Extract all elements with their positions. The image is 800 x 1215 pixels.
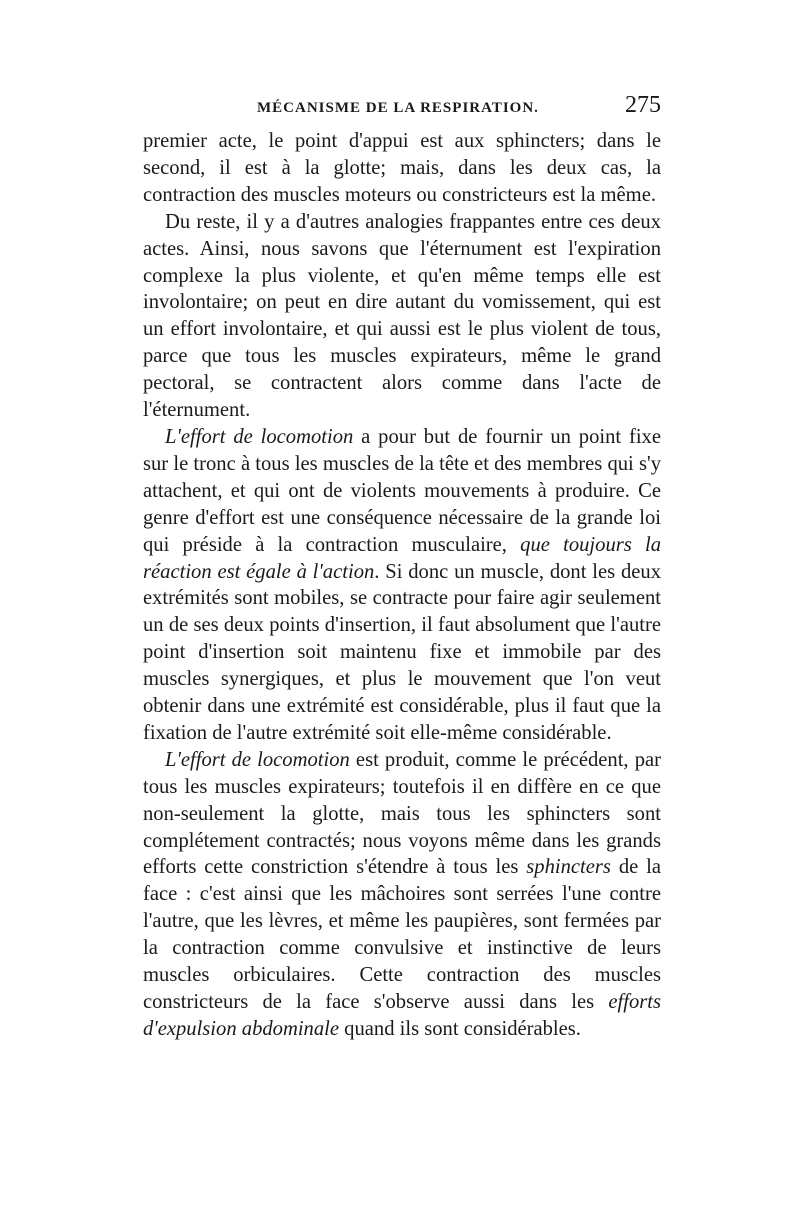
italic-term: L'effort de locomotion xyxy=(165,425,354,448)
italic-term: sphincters xyxy=(526,856,611,879)
paragraph-analogies xyxy=(143,209,661,424)
running-title: MÉCANISME DE LA RESPIRATION. xyxy=(257,100,539,116)
text-run: quand ils sont considérables. xyxy=(339,1017,581,1040)
text-run: Du reste, il y a d'autres analogies frappantes entre ces deux actes. Ainsi, nous savons que l'éternument est l'expiration complexe la plus violente, et qu'en même temps elle est involontaire; on peut en dire autant du vomissement, qui est un effort involontaire, et qui aussi est le plus violent de tous, parce que tous les muscles expirateurs, même le grand pectoral, se contractent alors comme dans l'acte de l'éternument. xyxy=(143,210,661,422)
italic-term: L'effort de locomotion xyxy=(165,748,350,771)
text-run: premier acte, le point d'appui est aux sphincters; dans le second, il est à la glotte; mais, dans les deux cas, la contraction des muscles moteurs ou constricteurs est la même. xyxy=(143,130,661,206)
text-run: . Si donc un muscle, dont les deux extrémités sont mobiles, se contracte pour faire agir seulement un de ses deux points d'insertion, il faut absolument que l'autre point d'insertion soit maintenu fixe et immobile par des muscles synergiques, et plus le mouvement que l'on veut obtenir dans une extrémité est considérable, plus il faut que la fixation de l'autre extrémité soit elle-même considérable. xyxy=(143,560,661,744)
paragraph-continuation xyxy=(143,128,661,209)
body-text xyxy=(143,128,661,1043)
italic-term: efforts d'expulsion abdominale xyxy=(143,991,661,1040)
text-run: a pour but de fournir un point fixe sur le tronc à tous les muscles de la tête et des membres qui s'y attachent, et qui ont de violents mouvements à produire. Ce genre d'effort est une conséquence nécessaire de la grande loi qui préside à la contraction musculaire, xyxy=(143,425,661,556)
text-run: est produit, comme le précédent, par tous les muscles expirateurs; toutefois il en diffère en ce que non-seulement la glotte, mais tous les sphincters sont complétement contractés; nous voyons même dans les grands efforts cette constriction s'étendre à tous les xyxy=(143,748,661,879)
page-header xyxy=(143,92,661,128)
text-run: de la face : c'est ainsi que les mâchoires sont serrées l'une contre l'autre, que les lèvres, et même les paupières, sont fermées par la contraction comme convulsive et instinctive de leurs muscles orbiculaires. Cette contraction des muscles constricteurs de la face s'observe aussi dans les xyxy=(143,856,661,1013)
italic-quote: que toujours la réaction est égale à l'action xyxy=(143,533,661,583)
paragraph-effort-locomotion xyxy=(143,424,661,747)
page-number: 275 xyxy=(625,92,661,118)
book-page xyxy=(143,92,661,1043)
paragraph-effort-produit xyxy=(143,747,661,1043)
